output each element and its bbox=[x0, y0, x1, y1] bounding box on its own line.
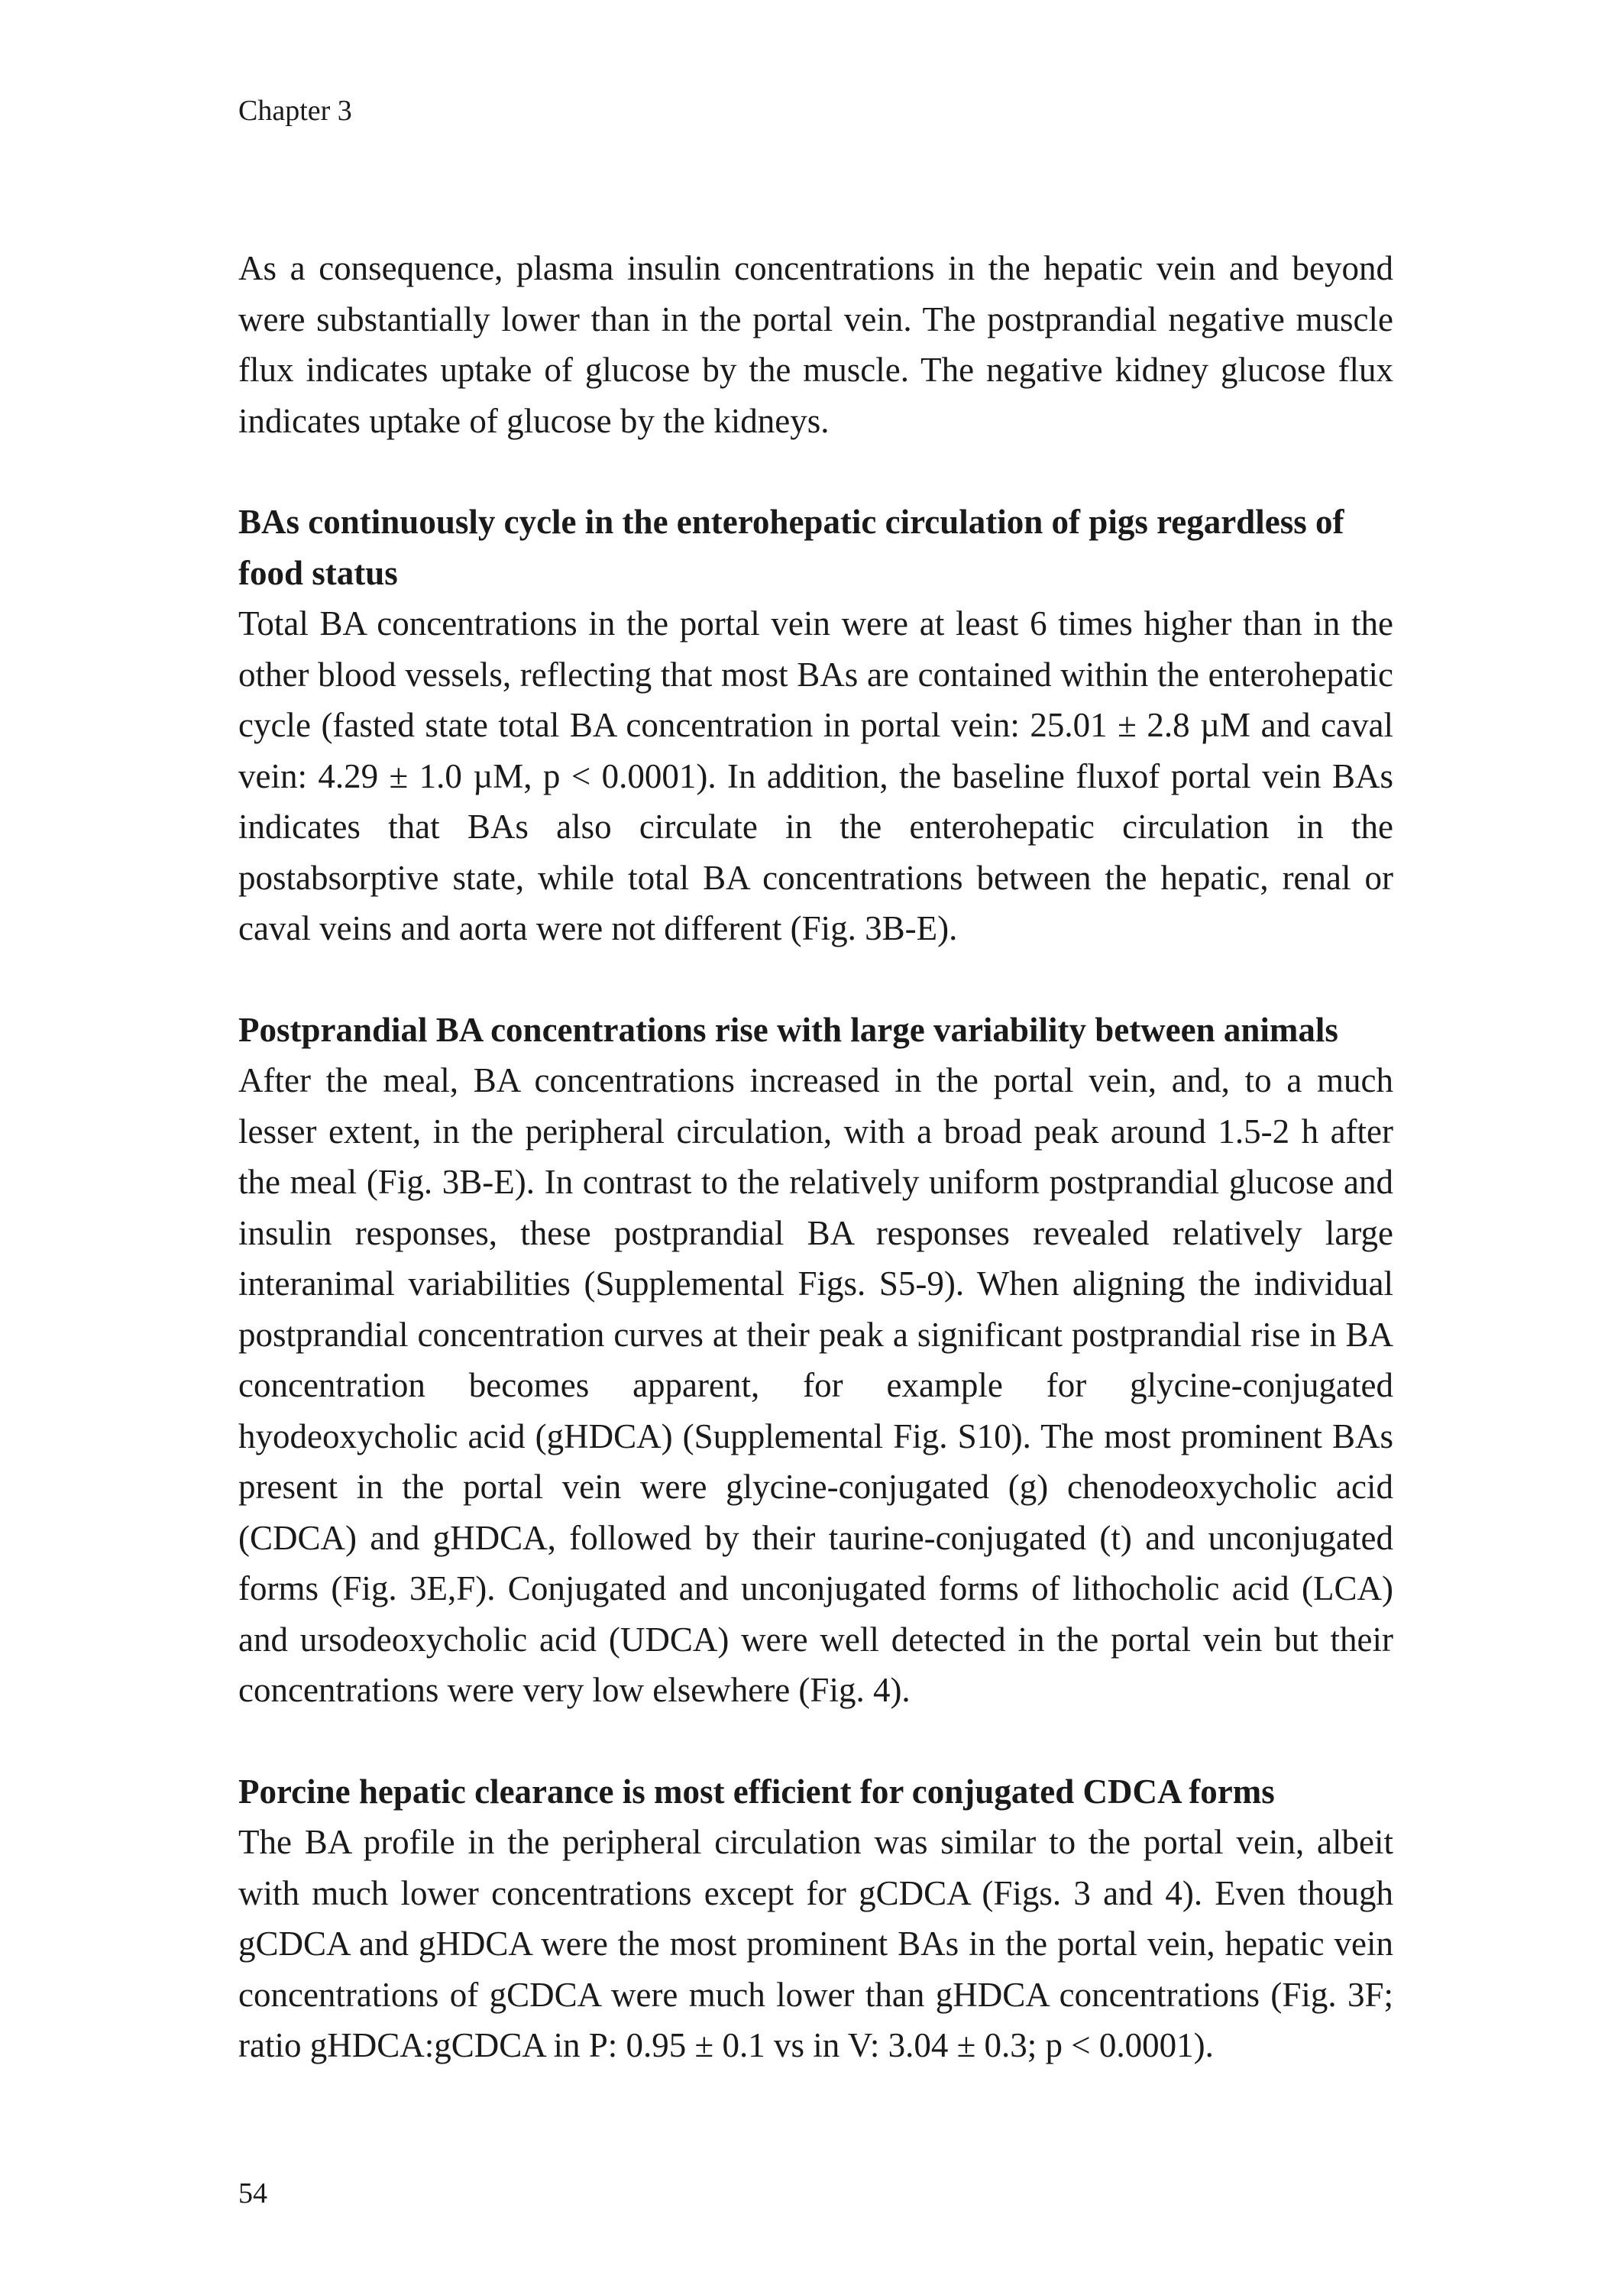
section-heading: BAs continuously cycle in the enterohepatic circulation of pigs regardless of food status bbox=[238, 503, 1344, 592]
section-paragraph: The BA profile in the peripheral circulation was similar to the portal vein, albeit with much lower concentrations except for gCDCA (Figs. 3 and 4). Even though gCDCA and gHDCA were the most prominent BAs in the portal vein, hepatic vein concentrations of gCDCA were much lower than gHDCA concentrations (Fig. 3F; ratio gHDCA:gCDCA in P: 0.95 ± 0.1 vs in V: 3.04 ± 0.3; p < 0.0001). bbox=[238, 1823, 1393, 2064]
page-number: 54 bbox=[238, 2177, 267, 2209]
section-paragraph: After the meal, BA concentrations increased in the portal vein, and, to a much lesser extent, in the peripheral circulation, with a broad peak around 1.5-2 h after the meal (Fig. 3B-E). In contrast to the relatively uniform postprandial glucose and insulin responses, these postprandial BA responses revealed relatively large interanimal variabilities (Supplemental Figs. S5-9). When aligning the individual postprandial concentration curves at their peak a significant postprandial rise in BA concentration becomes apparent, for example for glycine-conjugated hyodeoxycholic acid (gHDCA) (Supplemental Fig. S10). The most prominent BAs present in the portal vein were glycine-conjugated (g) chenodeoxycholic acid (CDCA) and gHDCA, followed by their taurine-conjugated (t) and unconjugated forms (Fig. 3E,F). Conjugated and unconjugated forms of lithocholic acid (LCA) and ursodeoxycholic acid (UDCA) were well detected in the portal vein but their concentrations were very low elsewhere (Fig. 4). bbox=[238, 1061, 1393, 1709]
section-hepatic-clearance bbox=[238, 1766, 1393, 2071]
section-heading: Postprandial BA concentrations rise with large variability between animals bbox=[238, 1010, 1338, 1049]
page-body bbox=[238, 243, 1393, 2071]
intro-paragraph: As a consequence, plasma insulin concentrations in the hepatic vein and beyond were substantially lower than in the portal vein. The postprandial negative muscle flux indicates uptake of glucose by the muscle. The negative kidney glucose flux indicates uptake of glucose by the kidneys. bbox=[238, 249, 1393, 440]
section-heading: Porcine hepatic clearance is most efficient for conjugated CDCA forms bbox=[238, 1772, 1275, 1811]
running-head: Chapter 3 bbox=[238, 95, 352, 127]
section-ba-cycle bbox=[238, 497, 1393, 954]
section-paragraph: Total BA concentrations in the portal vein were at least 6 times higher than in the other blood vessels, reflecting that most BAs are contained within the enterohepatic cycle (fasted state total BA concentration in portal vein: 25.01 ± 2.8 µM and caval vein: 4.29 ± 1.0 µM, p < 0.0001). In addition, the baseline fluxof portal vein BAs indicates that BAs also circulate in the enterohepatic circulation in the postabsorptive state, while total BA concentrations between the hepatic, renal or caval veins and aorta were not different (Fig. 3B-E). bbox=[238, 604, 1393, 947]
section-postprandial-rise bbox=[238, 1005, 1393, 1716]
